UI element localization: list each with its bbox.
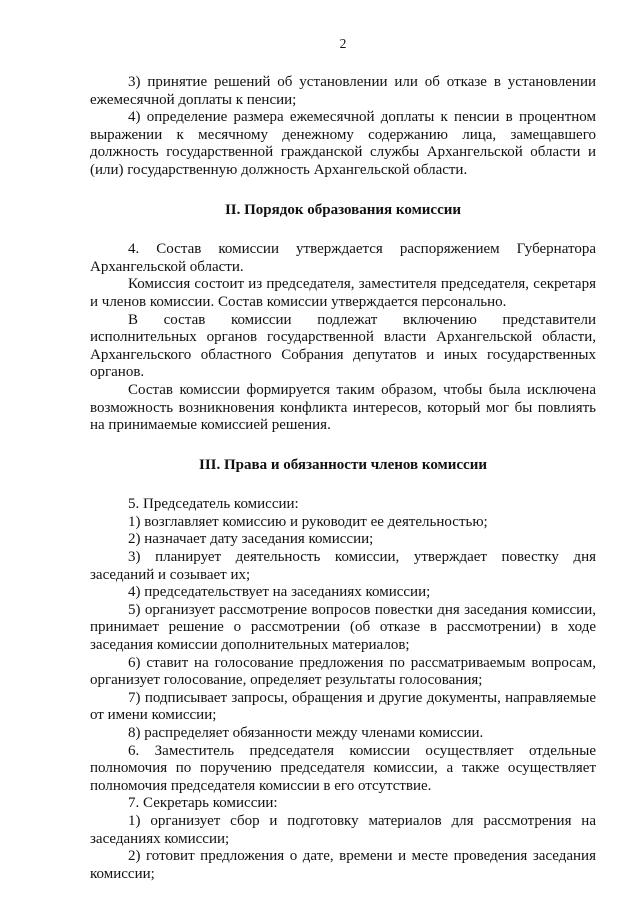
secretary-item-1: 1) организует сбор и подготовку материалов для рассмотрения на заседаниях комиссии; bbox=[90, 812, 596, 847]
chairman-item-8: 8) распределяет обязанности между членами комиссии. bbox=[128, 725, 484, 741]
section-heading-rights-duties: III. Права и обязанности членов комиссии bbox=[198, 456, 487, 473]
paragraph-6-deputy: 6. Заместитель председателя комиссии осуществляет отдельные полномочия по поручению председателя комиссии, а также осуществляет полномочия председателя комиссии в его отсутствие. bbox=[90, 742, 596, 794]
paragraph-4-composition: 4. Состав комиссии утверждается распоряжением Губернатора Архангельской области. bbox=[90, 241, 596, 275]
paragraph-7-secretary: 7. Секретарь комиссии: bbox=[128, 795, 278, 812]
chairman-item-6: 6) ставит на голосование предложения по рассматриваемым вопросам, организует голосование, определяет результаты голосования; bbox=[90, 654, 596, 689]
document-page bbox=[90, 36, 596, 883]
secretary-item-2: 2) готовит предложения о дате, времени и месте проведения заседания комиссии; bbox=[90, 848, 596, 882]
paragraph-conflict-of-interest: Состав комиссии формируется таким образом, чтобы была исключена возможность возникновения конфликта интересов, который мог бы повлиять на принимаемые комиссией решения. bbox=[90, 381, 596, 434]
page-number: 2 bbox=[339, 36, 347, 51]
paragraph-representatives: В состав комиссии подлежат включению представители исполнительных органов государственной власти Архангельской области, Архангельского областного Собрания депутатов и иных государственных органов. bbox=[90, 311, 596, 381]
item-4-amount: 4) определение размера ежемесячной доплаты к пенсии в процентном выражении к месячному денежному содержанию лица, замещавшего должность государственной гражданской службы Архангельской области и (или) государственную должность Архангельской области. bbox=[90, 109, 596, 178]
chairman-item-1: 1) возглавляет комиссию и руководит ее деятельностью; bbox=[128, 513, 488, 530]
section-heading-formation: II. Порядок образования комиссии bbox=[224, 201, 462, 218]
chairman-item-5: 5) организует рассмотрение вопросов повестки дня заседания комиссии, принимает решение о рассмотрении (об отказе в рассмотрении) в ходе заседания комиссии дополнительных материалов; bbox=[90, 601, 596, 654]
chairman-item-3: 3) планирует деятельность комиссии, утверждает повестку дня заседаний и созывает их; bbox=[90, 549, 596, 583]
paragraph-membership: Комиссия состоит из председателя, заместителя председателя, секретаря и членов комиссии. Состав комиссии утверждается персонально. bbox=[90, 276, 596, 310]
item-3-decisions: 3) принятие решений об установлении или об отказе в установлении ежемесячной доплаты к пенсии; bbox=[90, 74, 596, 108]
chairman-item-2: 2) назначает дату заседания комиссии; bbox=[128, 531, 374, 548]
chairman-item-7: 7) подписывает запросы, обращения и другие документы, направляемые от имени комиссии; bbox=[90, 689, 596, 724]
chairman-item-4: 4) председательствует на заседаниях комиссии; bbox=[128, 584, 431, 601]
paragraph-5-chairman: 5. Председатель комиссии: bbox=[128, 496, 299, 513]
